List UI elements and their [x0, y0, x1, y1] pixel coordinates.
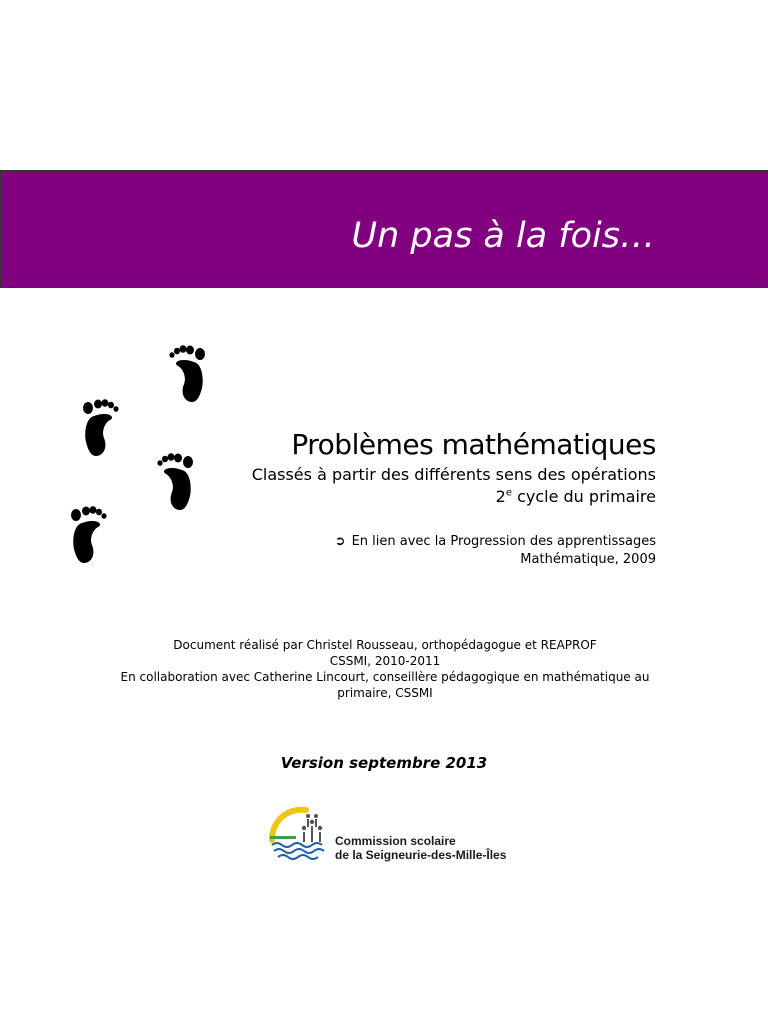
cycle-superscript: e	[505, 487, 512, 499]
main-title: Problèmes mathématiques	[291, 428, 656, 461]
cycle-number: 2	[495, 487, 506, 506]
footprint-middle-right	[157, 453, 193, 510]
cssmi-logo	[268, 806, 513, 866]
logo-line-1: Commission scolaire	[335, 834, 456, 848]
footprint-bottom-left	[71, 506, 107, 563]
credits-line-3: En collaboration avec Catherine Lincourt, conseillère pédagogique en mathématique au	[120, 670, 650, 684]
title-banner	[0, 170, 768, 288]
footprints-icon	[64, 338, 209, 570]
footprint-middle-left	[83, 399, 119, 456]
progression-link-block	[335, 533, 656, 569]
credits-line-2: CSSMI, 2010-2011	[329, 654, 441, 668]
footprint-top-right	[169, 345, 205, 402]
progression-line-1	[335, 533, 656, 551]
curved-arrow-icon: ➲	[334, 534, 346, 549]
banner-title: Un pas à la fois…	[351, 216, 655, 256]
cycle-text: cycle du primaire	[512, 487, 656, 506]
progression-text: En lien avec la Progression des apprentissages	[351, 534, 656, 549]
progression-line-2: Mathématique, 2009	[520, 552, 656, 567]
title-block	[252, 428, 656, 508]
credits-line-4: primaire, CSSMI	[337, 686, 433, 700]
cycle-line	[252, 486, 656, 508]
logo-line-2: de la Seigneurie-des-Mille-Îles	[335, 848, 507, 862]
logo-text	[335, 834, 506, 862]
version-label: Version septembre 2013	[280, 754, 488, 772]
cssmi-logo-icon	[268, 806, 334, 866]
credits-block	[100, 637, 670, 701]
credits-line-1: Document réalisé par Christel Rousseau, orthopédagogue et REAPROF	[173, 638, 597, 652]
subtitle: Classés à partir des différents sens des opérations	[251, 465, 656, 484]
